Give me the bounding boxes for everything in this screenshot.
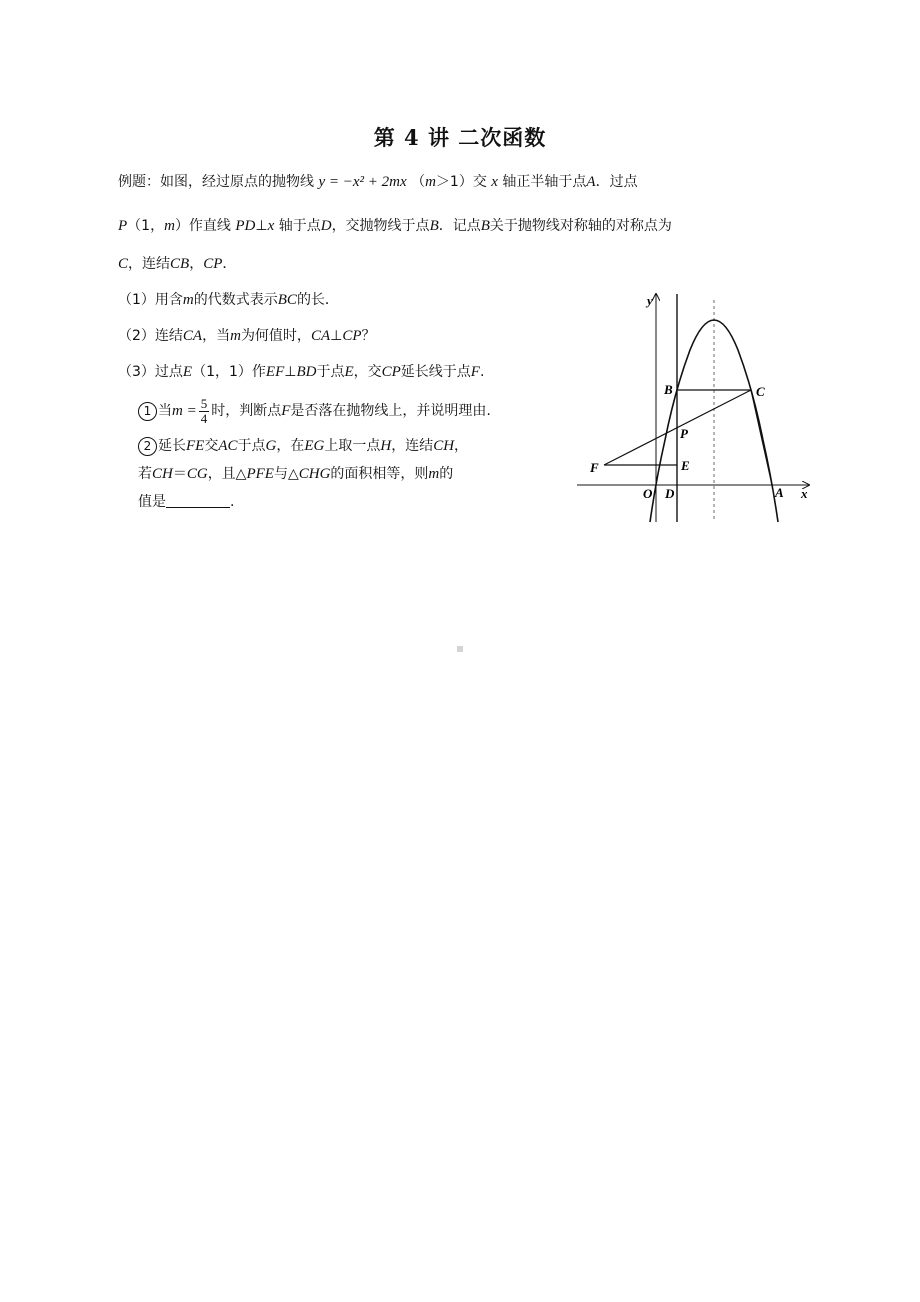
point-b: B: [480, 218, 490, 234]
text: 与△: [273, 466, 299, 482]
example-line-2: [118, 216, 672, 236]
segment-ca: CA: [310, 328, 331, 344]
point-d: D: [320, 218, 332, 234]
answer-blank[interactable]: [166, 493, 230, 508]
text: （1）用含: [118, 292, 183, 308]
text: ，交抛物线于点: [331, 218, 430, 234]
question-2: [118, 326, 375, 346]
text: 于点: [316, 364, 345, 380]
parabola-figure: [575, 290, 815, 525]
fraction-five-fourths: [199, 397, 210, 426]
segment-ac: AC: [218, 438, 238, 454]
label-f: F: [590, 460, 599, 475]
triangle-chg: CHG: [298, 466, 331, 482]
label-p: P: [680, 426, 688, 441]
triangle-pfe: PFE: [246, 466, 274, 482]
text: 的面积相等，则: [330, 466, 429, 482]
point-b: B: [429, 218, 439, 234]
text: （2）连结: [118, 328, 183, 344]
question-3-part-1: [138, 396, 491, 426]
point-g: G: [265, 438, 277, 454]
text: 时，判断点: [211, 403, 282, 419]
var-m: m: [182, 292, 194, 308]
line-pd: PD: [235, 218, 256, 234]
segment-cp: CP: [381, 364, 401, 380]
text: ，连结: [128, 256, 171, 272]
text: 的代数式表示: [193, 292, 278, 308]
question-1: [118, 290, 339, 310]
numerator: 5: [200, 395, 208, 411]
text: .: [479, 364, 485, 380]
text: ．记点: [438, 218, 481, 234]
label-d: D: [665, 486, 675, 501]
page-title: 第 4 讲 二次函数: [373, 125, 547, 150]
segment-ca: [751, 390, 772, 485]
text: ．: [222, 256, 237, 272]
segment-ef: EF: [265, 364, 285, 380]
text: 为何值时，: [240, 328, 311, 344]
point-a: A: [586, 174, 596, 190]
text: 若: [138, 466, 152, 482]
text: （1，1）作: [192, 364, 266, 380]
condition-m: m: [425, 174, 436, 190]
text: （3）过点: [118, 364, 183, 380]
var-m: m: [230, 328, 241, 344]
text: ，且△: [207, 466, 247, 482]
text: 当: [158, 403, 172, 419]
example-rest-1: 轴正半轴于点: [502, 174, 587, 190]
text: ，: [189, 256, 204, 272]
text: 延长线于点: [400, 364, 471, 380]
question-3: [118, 362, 484, 382]
example-line-3: [118, 254, 236, 274]
label-e: E: [681, 458, 690, 473]
example-prefix: 例题：如图，经过原点的抛物线: [118, 174, 314, 190]
text: ，当: [202, 328, 231, 344]
text: ）作直线: [174, 218, 231, 234]
denominator: 4: [200, 410, 208, 426]
point-h: H: [380, 438, 392, 454]
circled-number-1: 1: [138, 402, 157, 421]
text: 关于抛物线对称轴的对称点为: [489, 218, 672, 234]
text: 的: [439, 466, 454, 482]
segment-ca: CA: [182, 328, 203, 344]
segment-fe: FE: [186, 438, 205, 454]
perp-symbol: ⊥: [255, 218, 268, 234]
label-c: C: [756, 384, 765, 399]
var-m: m: [428, 466, 440, 482]
question-3-part-2-line-1: [138, 436, 468, 456]
text: 于点: [237, 438, 266, 454]
label-x: x: [801, 486, 808, 501]
text: （1，: [127, 218, 165, 234]
point-f: F: [281, 403, 291, 419]
circled-number-2: 2: [138, 437, 157, 456]
segment-bc: BC: [277, 292, 297, 308]
question-3-part-2-line-2: [138, 464, 453, 484]
m-equals: m =: [172, 403, 197, 419]
text: ，交: [353, 364, 382, 380]
segment-ch: CH: [433, 438, 455, 454]
point-e: E: [182, 364, 193, 380]
segment-cg: CG: [186, 466, 208, 482]
equals-sign: ＝: [172, 466, 187, 482]
point-e: E: [344, 364, 354, 380]
segment-bd: BD: [296, 364, 317, 380]
text: .: [230, 494, 235, 510]
parabola-formula: y = −x² + 2mx: [318, 174, 407, 190]
text: 的长．: [296, 292, 339, 308]
segment-eg: EG: [304, 438, 325, 454]
text: ，: [454, 438, 469, 454]
text: ，在: [276, 438, 305, 454]
text: 值是: [138, 494, 166, 510]
text: 上取一点: [324, 438, 381, 454]
segment-cb: CB: [170, 256, 190, 272]
var-m: m: [164, 218, 175, 234]
question-3-part-2-line-3: [138, 492, 234, 512]
label-y: y: [647, 293, 653, 308]
segment-cp: CP: [203, 256, 223, 272]
point-p: P: [118, 218, 128, 234]
text: 是否落在抛物线上，并说明理由.: [290, 403, 491, 419]
perp-symbol: ⊥: [284, 364, 297, 380]
text: 交: [204, 438, 219, 454]
segment-cp: CP: [342, 328, 362, 344]
condition-open: （: [411, 174, 426, 190]
example-line-1: [118, 172, 638, 192]
segment-ch: CH: [152, 466, 173, 482]
label-b: B: [664, 382, 673, 397]
text: 延长: [158, 438, 186, 454]
point-f: F: [470, 364, 480, 380]
condition-rest: ＞1）交: [435, 174, 487, 190]
text: ？: [361, 328, 376, 344]
label-o: O: [643, 486, 653, 501]
example-rest-2: ．过点: [595, 174, 638, 190]
point-c: C: [118, 256, 129, 272]
label-a: A: [775, 485, 784, 500]
text: ，连结: [391, 438, 434, 454]
perp-symbol: ⊥: [330, 328, 343, 344]
var-x: x: [267, 218, 275, 234]
page-marker: [457, 646, 463, 652]
x-var: x: [491, 174, 498, 190]
text: 轴于点: [278, 218, 321, 234]
